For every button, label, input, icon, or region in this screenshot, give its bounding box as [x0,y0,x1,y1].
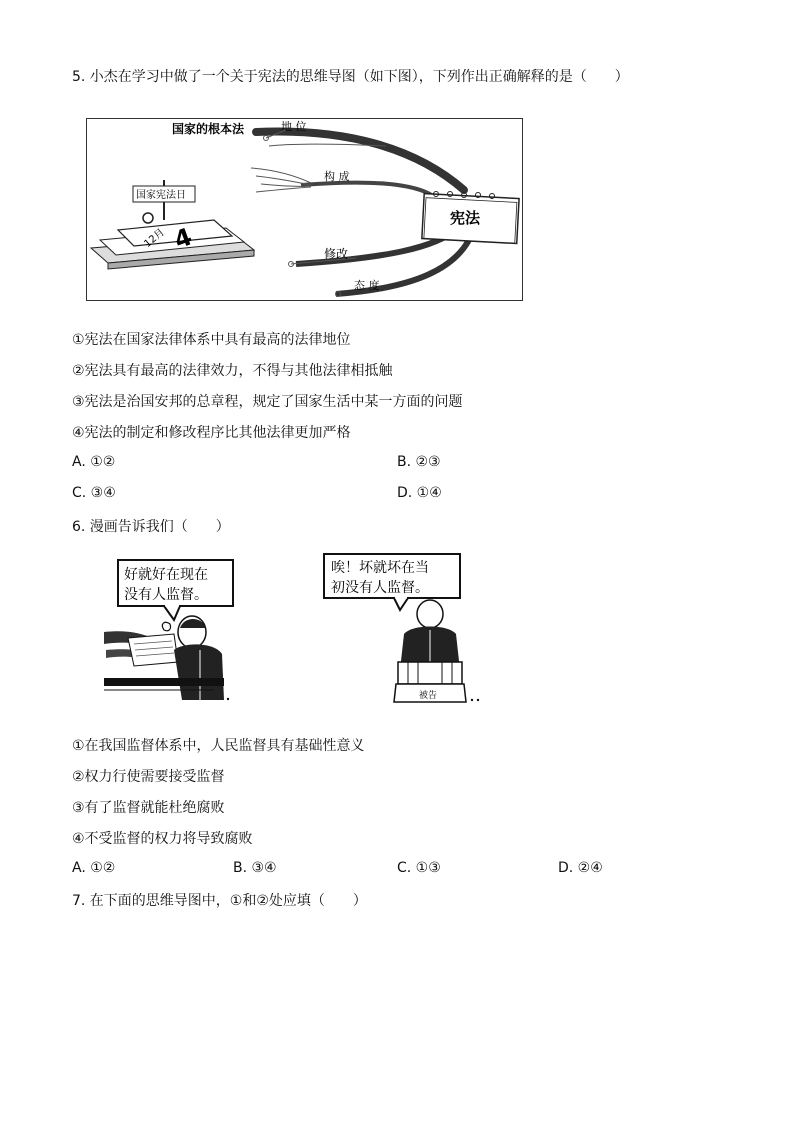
q6-statement-3: ③有了监督就能杜绝腐败 [72,800,225,816]
q5-statement-1: ①宪法在国家法律体系中具有最高的法律地位 [72,332,351,348]
q6-statement-4: ④不受监督的权力将导致腐败 [72,831,253,847]
q5-statement-3: ③宪法是治国安邦的总章程，规定了国家生活中某一方面的问题 [72,394,463,410]
right-bubble-line-1: 唉！坏就坏在当 [331,560,429,576]
q6-option-b[interactable]: B. ③④ [233,860,277,876]
mind-map-drawing [86,118,523,301]
constitution-notebook [422,192,519,244]
q5-stem: 5. 小杰在学习中做了一个关于宪法的思维导图（如下图），下列作出正确解释的是（ ） [72,69,629,85]
q7-stem: 7. 在下面的思维导图中，①和②处应填（ ） [72,893,367,909]
q6-option-d[interactable]: D. ②④ [558,860,603,876]
supervision-cartoon [104,550,484,710]
q5-option-b[interactable]: B. ②③ [397,454,441,470]
mind-map-title: 国家的根本法 [172,122,245,136]
q5-statement-2: ②宪法具有最高的法律效力，不得与其他法律相抵触 [72,363,393,379]
cartoon-drawing [104,550,484,710]
calendar-sign: 国家宪法日 [136,190,186,201]
calendar-month: 12月 [142,226,167,250]
defendant-figure [394,600,479,702]
q6-option-a[interactable]: A. ①② [72,860,116,876]
left-bubble-line-1: 好就好在现在 [124,567,208,583]
left-speech-bubble [118,560,233,620]
left-bubble-line-2: 没有人监督。 [124,587,208,603]
q5-option-c[interactable]: C. ③④ [72,485,116,501]
branch-label-structure: 构 成 [324,170,350,183]
q5-option-a[interactable]: A. ①② [72,454,116,470]
calendar-day: 4 [170,222,196,255]
right-speech-bubble [324,554,460,610]
official-figure [104,616,229,700]
branch-label-attitude: 态 度 [354,279,380,292]
branch-label-amend: 修改 [324,247,349,261]
constitution-mind-map [86,118,523,301]
right-bubble-line-2: 初没有人监督。 [331,580,429,596]
q6-stem: 6. 漫画告诉我们（ ） [72,519,230,535]
notebook-title: 宪法 [450,209,481,227]
q6-statement-1: ①在我国监督体系中，人民监督具有基础性意义 [72,738,365,754]
q6-statement-2: ②权力行使需要接受监督 [72,769,225,785]
q5-option-d[interactable]: D. ①④ [397,485,442,501]
branch-label-status: 地 位 [281,120,307,133]
q5-statement-4: ④宪法的制定和修改程序比其他法律更加严格 [72,425,351,441]
q6-option-c[interactable]: C. ①③ [397,860,441,876]
defendant-sign: 被告 [419,691,438,701]
